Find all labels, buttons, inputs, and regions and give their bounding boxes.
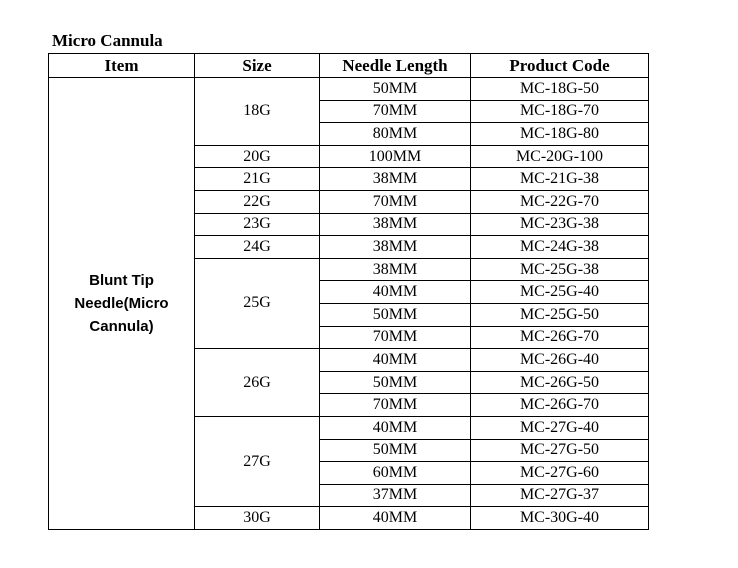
product-code-cell: MC-22G-70 [471, 190, 649, 213]
needle-length-cell: 40MM [320, 416, 471, 439]
needle-length-cell: 38MM [320, 236, 471, 259]
product-code-cell: MC-18G-50 [471, 78, 649, 101]
table-header-row [49, 54, 649, 78]
header-item: Item [49, 54, 195, 78]
product-code-cell: MC-27G-37 [471, 484, 649, 507]
needle-length-cell: 40MM [320, 507, 471, 530]
needle-length-cell: 100MM [320, 145, 471, 168]
needle-length-cell: 50MM [320, 371, 471, 394]
needle-length-cell: 70MM [320, 326, 471, 349]
product-code-cell: MC-21G-38 [471, 168, 649, 191]
header-size: Size [195, 54, 320, 78]
needle-length-cell: 37MM [320, 484, 471, 507]
needle-length-cell: 38MM [320, 258, 471, 281]
product-table [48, 53, 649, 530]
product-code-cell: MC-24G-38 [471, 236, 649, 259]
size-cell: 20G [195, 145, 320, 168]
size-cell: 21G [195, 168, 320, 191]
product-code-cell: MC-30G-40 [471, 507, 649, 530]
page-title: Micro Cannula [52, 31, 163, 50]
needle-length-cell: 50MM [320, 303, 471, 326]
product-code-cell: MC-23G-38 [471, 213, 649, 236]
product-code-cell: MC-27G-60 [471, 462, 649, 485]
product-code-cell: MC-26G-70 [471, 326, 649, 349]
table-row [49, 78, 649, 101]
size-cell: 18G [195, 78, 320, 146]
product-code-cell: MC-18G-70 [471, 100, 649, 123]
needle-length-cell: 80MM [320, 123, 471, 146]
product-code-cell: MC-25G-50 [471, 303, 649, 326]
header-product-code: Product Code [471, 54, 649, 78]
product-code-cell: MC-27G-40 [471, 416, 649, 439]
size-cell: 24G [195, 236, 320, 259]
needle-length-cell: 40MM [320, 281, 471, 304]
item-cell: Blunt Tip Needle(Micro Cannula) [49, 78, 195, 530]
size-cell: 26G [195, 349, 320, 417]
needle-length-cell: 70MM [320, 394, 471, 417]
needle-length-cell: 38MM [320, 168, 471, 191]
needle-length-cell: 50MM [320, 78, 471, 101]
product-code-cell: MC-25G-38 [471, 258, 649, 281]
needle-length-cell: 40MM [320, 349, 471, 372]
size-cell: 23G [195, 213, 320, 236]
needle-length-cell: 38MM [320, 213, 471, 236]
size-cell: 27G [195, 416, 320, 506]
needle-length-cell: 60MM [320, 462, 471, 485]
size-cell: 30G [195, 507, 320, 530]
product-code-cell: MC-27G-50 [471, 439, 649, 462]
product-code-cell: MC-26G-40 [471, 349, 649, 372]
size-cell: 25G [195, 258, 320, 348]
product-code-cell: MC-20G-100 [471, 145, 649, 168]
product-code-cell: MC-26G-50 [471, 371, 649, 394]
product-code-cell: MC-26G-70 [471, 394, 649, 417]
product-code-cell: MC-18G-80 [471, 123, 649, 146]
needle-length-cell: 70MM [320, 100, 471, 123]
needle-length-cell: 50MM [320, 439, 471, 462]
header-needle-length: Needle Length [320, 54, 471, 78]
size-cell: 22G [195, 190, 320, 213]
needle-length-cell: 70MM [320, 190, 471, 213]
product-code-cell: MC-25G-40 [471, 281, 649, 304]
